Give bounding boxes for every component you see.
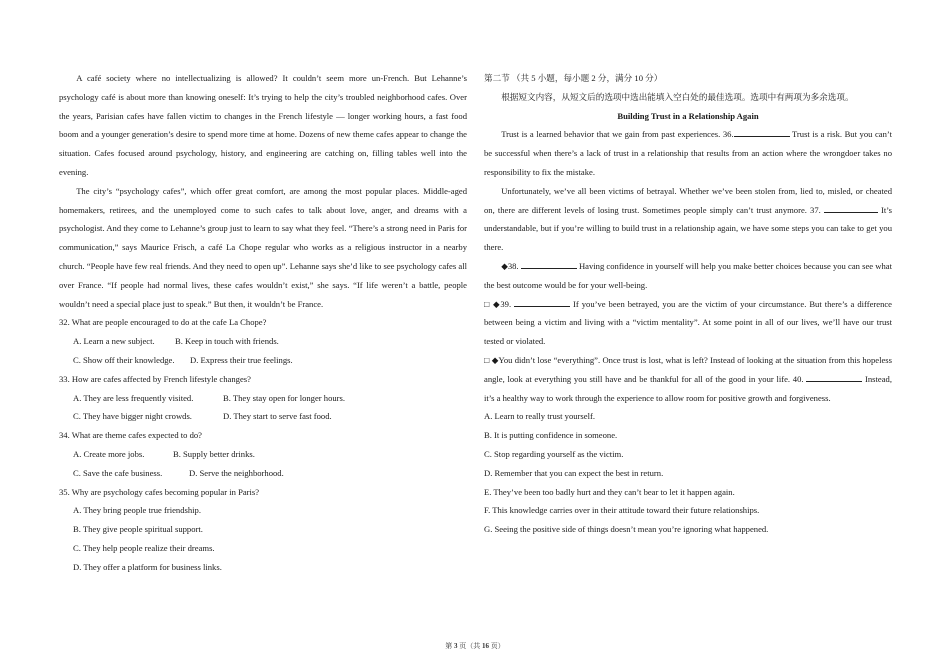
choice-item: B. It is putting confidence in someone.: [484, 430, 618, 441]
instruction: 根据短文内容，从短文后的选项中选出能填入空白处的最佳选项。选项中有两项为多余选项。: [501, 91, 854, 102]
option-row: [59, 389, 467, 408]
option: B. They stay open for longer hours.: [223, 392, 346, 403]
option-row: [59, 332, 467, 351]
choice-item: C. Stop regarding yourself as the victim.: [484, 448, 624, 459]
option: C. They have bigger night crowds.: [73, 411, 192, 422]
paragraph-text: Having confidence in yourself will help you make better choices because you can see what the best outcome would be for your well-being.: [484, 260, 892, 290]
left-column: [59, 69, 467, 577]
question-stem: 34. What are theme cafes expected to do?: [59, 430, 203, 441]
page-footer: [0, 641, 950, 651]
answer-blank-39: [514, 296, 570, 307]
choice-item: F. This knowledge carries over in their attitude toward their future relationships.: [484, 505, 760, 516]
paragraph-text: Trust is a risk. But you can’t be successful when there’s a lack of trust in a relationship that results from an action where the wrongdoer takes no responsibility to fix the mistake.: [484, 129, 892, 177]
footer-text: 页（共: [457, 642, 482, 650]
option: B. Keep in touch with friends.: [175, 336, 279, 347]
paragraph-text: Unfortunately, we’ve all been victims of betrayal. Whether we’ve been stolen from, lied to, misled, or cheated on, there are different levels of losing trust. Sometimes people simply can’t trust anymore. 37.: [484, 185, 892, 215]
paragraph-text: □ ◆39.: [484, 298, 512, 309]
question-stem: 35. Why are psychology cafes becoming popular in Paris?: [59, 486, 260, 497]
answer-blank-40: [806, 371, 862, 382]
option-row: [59, 351, 467, 370]
right-column: [484, 69, 892, 539]
passage-title: Building Trust in a Relationship Again: [617, 110, 759, 121]
option: C. Show off their knowledge.: [73, 354, 175, 365]
option: A. Create more jobs.: [73, 448, 145, 459]
option-row: [59, 464, 467, 483]
footer-text: 第: [445, 642, 454, 650]
option: D. They start to serve fast food.: [223, 411, 332, 422]
choice-item: D. Remember that you can expect the best in return.: [484, 467, 664, 478]
answer-blank-37: [824, 202, 878, 213]
option: B. Supply better drinks.: [173, 448, 255, 459]
option: C. Save the cafe business.: [73, 467, 163, 478]
answer-blank-38: [521, 258, 577, 269]
paragraph-text: If you’ve been betrayed, you are the victim of your circumstance. But there’s a difference between being a victim and living with a “victim mentality”. At some point in all of our lives, we’ll have our trust tested or violated.: [484, 298, 892, 347]
total-pages: 16: [482, 642, 489, 650]
option: B. They give people spiritual support.: [73, 524, 203, 535]
option: A. Learn a new subject.: [73, 336, 155, 347]
option-row: [59, 445, 467, 464]
paragraph-text: Instead, it’s a healthy way to work through the experience to allow room for positive growth and forgiveness.: [484, 373, 892, 403]
passage-paragraph: The city’s “psychology cafes”, which offer great comfort, are among the most popular places. Middle-aged homemakers, retirees, and the unemployed come to such cafes to talk about love, anger, and dreams with a psychologist. And they come to Lehanne’s group just to learn to say what they feel. “There’s a strong need in Paris for communication,” says Maurice Frisch, a café La Chope regular who works as a religious instructor in a nearby church. “People have few real friends. And they need to open up”. Lehanne says she’d like to see psychology cafes all over France. “If people had normal lives, these cafes wouldn’t exist,” she says. “If life weren’t a battle, people wouldn’t need a special place just to speak.” But then, it wouldn’t be France.: [59, 185, 467, 309]
passage-paragraph: [484, 182, 892, 257]
passage-paragraph: [484, 295, 892, 351]
choice-item: E. They’ve been too badly hurt and they can’t bear to let it happen again.: [484, 486, 735, 497]
paragraph-text: Trust is a learned behavior that we gain from past experiences. 36.: [501, 129, 734, 140]
option-row: [59, 407, 467, 426]
paragraph-text: ◆38.: [501, 260, 519, 271]
option: A. They are less frequently visited.: [73, 392, 194, 403]
question-stem: 33. How are cafes affected by French lifestyle changes?: [59, 373, 251, 384]
option: C. They help people realize their dreams.: [73, 542, 215, 553]
option: D. They offer a platform for business links.: [73, 561, 222, 572]
footer-text: 页）: [489, 642, 505, 650]
paragraph-text: □ ◆You didn’t lose “everything”. Once trust is lost, what is left? Instead of looking at the situation from this hopeless angle, look at everything you still have and be thankful for all of the good in your life. 40.: [484, 354, 892, 384]
choice-item: A. Learn to really trust yourself.: [484, 411, 595, 422]
section-header: 第二节 （共 5 小题，每小题 2 分，满分 10 分）: [484, 73, 663, 83]
answer-blank-36: [734, 126, 790, 137]
passage-paragraph: [484, 351, 892, 407]
choice-item: G. Seeing the positive side of things doesn’t mean you’re ignoring what happened.: [484, 524, 769, 535]
option: A. They bring people true friendship.: [73, 505, 201, 516]
question-stem: 32. What are people encouraged to do at the cafe La Chope?: [59, 317, 267, 328]
passage-paragraph: [484, 125, 892, 181]
passage-paragraph: A café society where no intellectualizing is allowed? It couldn’t seem more un-French. But Lehanne’s psychology café is about more than knowing oneself: It’s trying to help the city’s troubled neighborhood cafes. Over the years, Parisian cafes have fallen victim to changes in the French lifestyle — longer working hours, a fast food boom and a younger generation’s desire to spend more time at home. Dozens of new theme cafes appear to change the situation. Cafes focused around psychology, history, and engineering are catching on, filling tables well into the evening.: [59, 73, 467, 177]
paragraph-text: It’s understandable, but if you’re willing to build trust in a relationship again, we have some steps you can take to get you there.: [484, 204, 892, 253]
page-number: 3: [454, 642, 458, 650]
option: D. Express their true feelings.: [190, 354, 293, 365]
option: D. Serve the neighborhood.: [189, 467, 284, 478]
passage-paragraph: [484, 257, 892, 295]
